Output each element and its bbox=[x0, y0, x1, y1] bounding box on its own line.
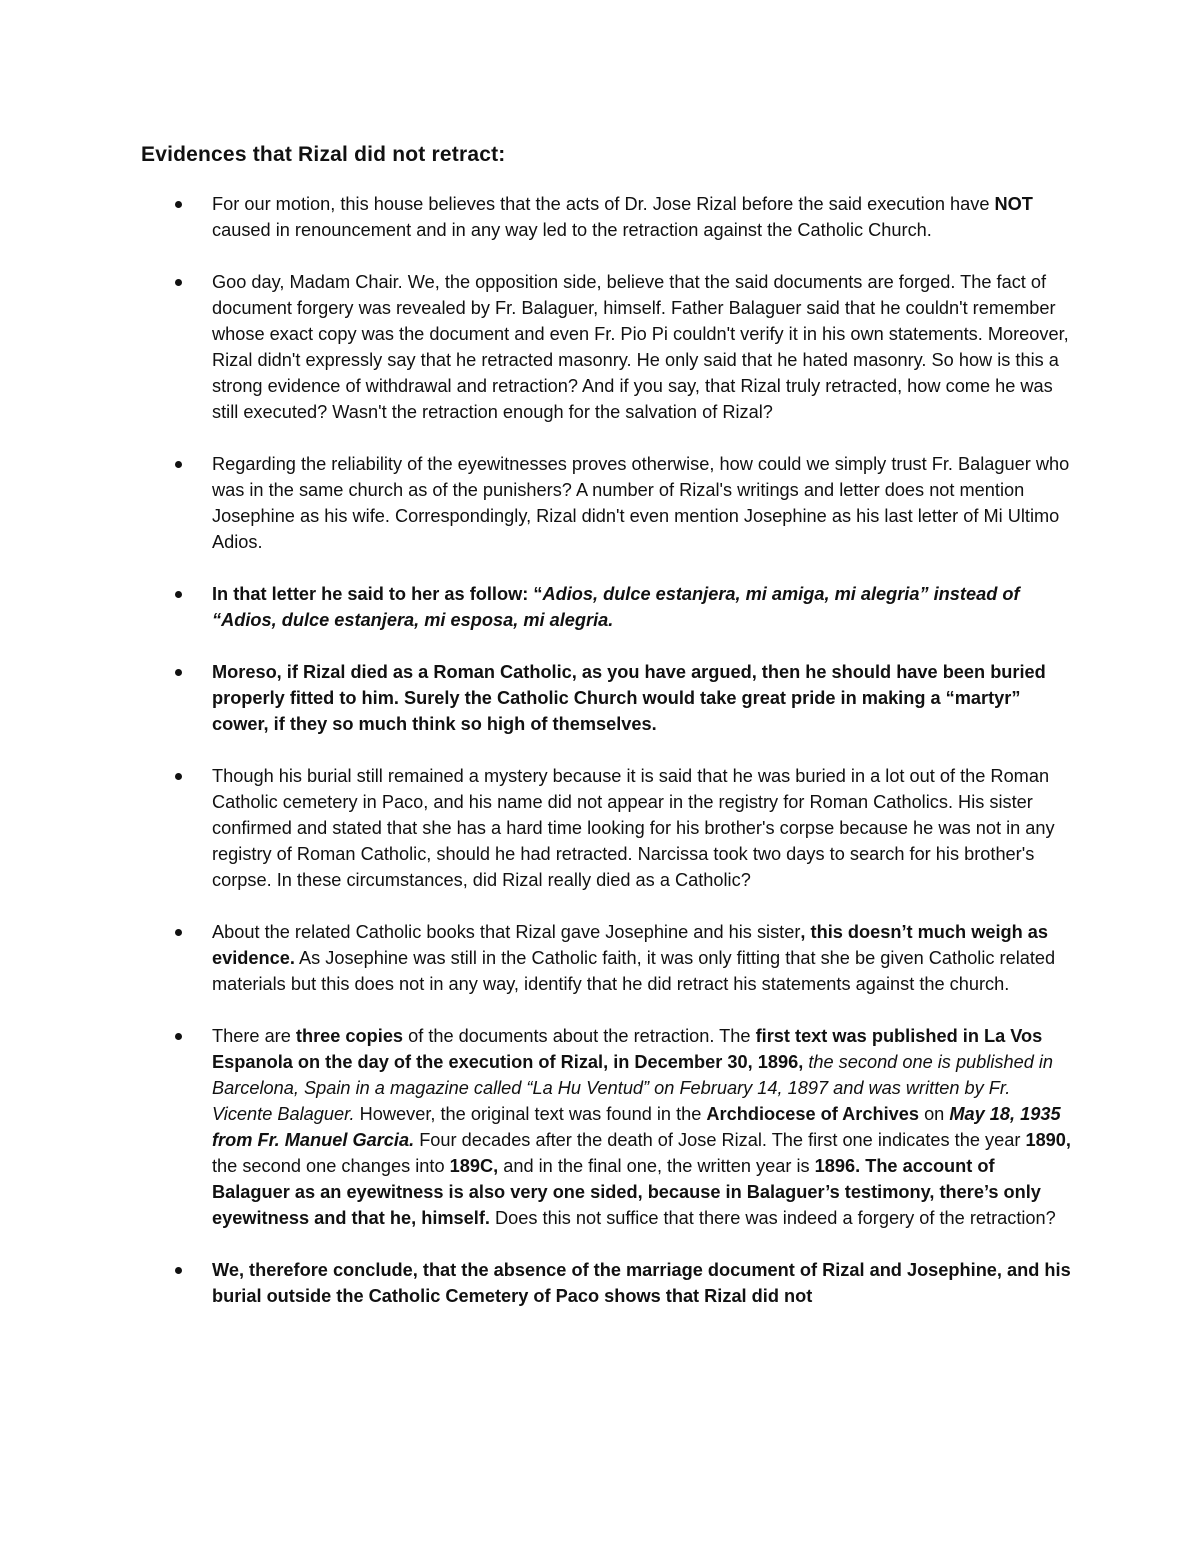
list-item bbox=[0, 919, 1072, 997]
text-run: on bbox=[919, 1104, 950, 1124]
list-item bbox=[0, 659, 1072, 737]
bullet-icon bbox=[175, 201, 182, 208]
text-run-bold-italic: May 18, 1935 from Fr. Manuel Garcia. bbox=[212, 1104, 1061, 1150]
bullet-icon bbox=[175, 1033, 182, 1040]
text-run: Four decades after the death of Jose Rizal. The first one indicates the year bbox=[414, 1130, 1026, 1150]
text-run: Regarding the reliability of the eyewitnesses proves otherwise, how could we simply trust Fr. Balaguer who was in the same church as of the punishers? A number of Rizal's writings and letter does not mention Josephine as his wife. Correspondingly, Rizal didn't even mention Josephine as his last letter of Mi Ultimo Adios. bbox=[212, 454, 1070, 552]
list-item bbox=[0, 1023, 1072, 1231]
list-item bbox=[0, 763, 1072, 893]
text-run-bold: Archdiocese of Archives bbox=[706, 1104, 920, 1124]
text-run: However, the original text was found in the bbox=[354, 1104, 707, 1124]
list-item bbox=[0, 269, 1072, 425]
text-run: caused in renouncement and in any way led to the retraction against the Catholic Church. bbox=[212, 220, 932, 240]
bullet-icon bbox=[175, 279, 182, 286]
text-run-bold: In that letter he said to her as follow: “ bbox=[212, 584, 543, 604]
bullet-icon bbox=[175, 461, 182, 468]
text-run: and in the final one, the written year is bbox=[498, 1156, 815, 1176]
bullet-icon bbox=[175, 1267, 182, 1274]
bullet-icon bbox=[175, 773, 182, 780]
list-item bbox=[0, 451, 1072, 555]
evidence-list bbox=[0, 191, 1200, 1335]
text-run-bold: 1896. The account of Balaguer as an eyewitness is also very one sided, because in Balaguer’s testimony, there’s only eyewitness and that he, himself. bbox=[212, 1156, 1041, 1228]
text-run-bold: three copies bbox=[295, 1026, 404, 1046]
text-run: As Josephine was still in the Catholic faith, it was only fitting that she be given Catholic related materials but this does not in any way, identify that he did retract his statements against the church. bbox=[212, 948, 1056, 994]
bullet-icon bbox=[175, 929, 182, 936]
text-run-bold-italic: Adios, dulce estanjera, mi amiga, mi alegria” instead of “Adios, dulce estanjera, mi esposa, mi alegria. bbox=[212, 584, 1020, 630]
text-run: There are bbox=[212, 1026, 296, 1046]
text-run-bold: Moreso, if Rizal died as a Roman Catholic, as you have argued, then he should have been buried properly fitted to him. Surely the Catholic Church would take great pride in making a “martyr” cower, if they so much think so high of themselves. bbox=[212, 662, 1046, 734]
list-item bbox=[0, 581, 1072, 633]
text-run-bold: , this doesn’t much weigh as evidence. bbox=[212, 922, 1049, 968]
text-run: For our motion, this house believes that the acts of Dr. Jose Rizal before the said execution have bbox=[212, 194, 995, 214]
page-title: Evidences that Rizal did not retract: bbox=[141, 143, 506, 166]
text-run-bold: NOT bbox=[994, 194, 1033, 214]
text-run: Though his burial still remained a mystery because it is said that he was buried in a lot out of the Roman Catholic cemetery in Paco, and his name did not appear in the registry for Roman Catholics. His sister confirmed and stated that she has a hard time looking for his brother's corpse because he was not in any registry of Roman Catholic, should he had retracted. Narcissa took two days to search for his brother's corpse. In these circumstances, did Rizal really died as a Catholic? bbox=[212, 766, 1055, 890]
text-run-bold: 189C, bbox=[449, 1156, 499, 1176]
text-run: Does this not suffice that there was indeed a forgery of the retraction? bbox=[489, 1208, 1056, 1228]
text-run: About the related Catholic books that Rizal gave Josephine and his sister bbox=[212, 922, 801, 942]
bullet-icon bbox=[175, 591, 182, 598]
text-run-bold: first text was published in La Vos Espanola on the day of the execution of Rizal, in December 30, 1896, bbox=[212, 1026, 1043, 1072]
text-run-italic: the second one is published in Barcelona, Spain in a magazine called “La Hu Ventud” on February 14, 1897 and was written by Fr. Vicente Balaguer. bbox=[212, 1052, 1054, 1124]
text-run-bold: We, therefore conclude, that the absence of the marriage document of Rizal and Josephine, and his burial outside the Catholic Cemetery of Paco shows that Rizal did not bbox=[212, 1260, 1071, 1306]
text-run: Goo day, Madam Chair. We, the opposition side, believe that the said documents are forged. The fact of document forgery was revealed by Fr. Balaguer, himself. Father Balaguer said that he couldn't remember whose exact copy was the document and even Fr. Pio Pi couldn't verify it in his own statements. Moreover, Rizal didn't expressly say that he retracted masonry. He only said that he hated masonry. So how is this a strong evidence of withdrawal and retraction? And if you say, that Rizal truly retracted, how come he was still executed? Wasn't the retraction enough for the salvation of Rizal? bbox=[212, 272, 1069, 422]
bullet-icon bbox=[175, 669, 182, 676]
text-run: the second one changes into bbox=[212, 1156, 450, 1176]
list-item bbox=[0, 1257, 1072, 1309]
text-run-bold: 1890, bbox=[1025, 1130, 1071, 1150]
list-item bbox=[0, 191, 1072, 243]
text-run: of the documents about the retraction. The bbox=[403, 1026, 756, 1046]
